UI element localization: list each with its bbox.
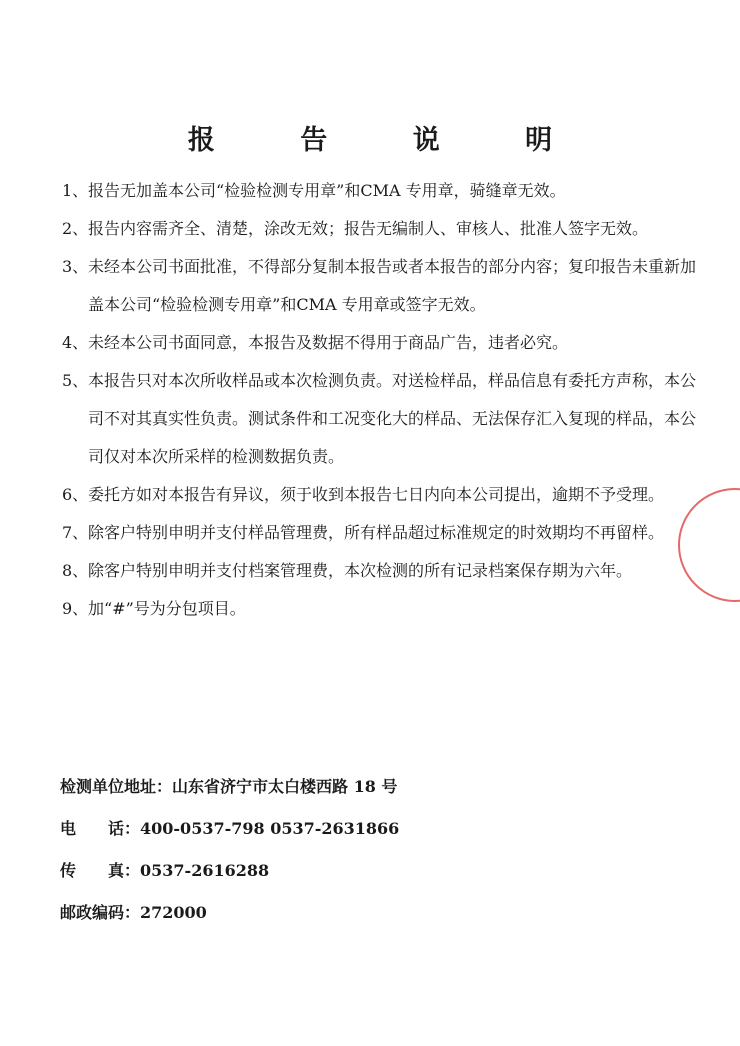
note-item-7 — [62, 514, 702, 552]
note-number: 3、 — [62, 257, 89, 276]
postcode-row — [60, 898, 399, 928]
fax-row — [60, 856, 399, 886]
note-item-8 — [62, 552, 702, 590]
note-number: 1、 — [62, 181, 89, 200]
note-text: 未经本公司书面同意，本报告及数据不得用于商品广告，违者必究。 — [88, 333, 569, 352]
fax-value: 0537-2616288 — [140, 861, 270, 880]
note-item-1 — [62, 172, 702, 210]
note-item-4 — [62, 324, 702, 362]
note-number: 6、 — [62, 485, 89, 504]
postcode-value: 272000 — [140, 903, 207, 922]
note-number: 9、 — [62, 599, 89, 618]
note-text: 除客户特别申明并支付样品管理费，所有样品超过标准规定的时效期均不再留样。 — [88, 523, 665, 542]
note-number: 2、 — [62, 219, 89, 238]
note-item-5 — [62, 362, 702, 476]
note-text: 报告无加盖本公司“检验检测专用章”和CMA 专用章，骑缝章无效。 — [88, 181, 566, 200]
address-value: 山东省济宁市太白楼西路 18 号 — [172, 777, 398, 796]
notes-list — [62, 172, 702, 628]
phone-value: 400-0537-798 0537-2631866 — [140, 819, 400, 838]
note-item-2 — [62, 210, 702, 248]
note-number: 4、 — [62, 333, 89, 352]
fax-label: 传 真： — [60, 861, 141, 880]
note-number: 5、 — [62, 371, 89, 390]
contact-block — [60, 772, 399, 940]
note-item-3 — [62, 248, 702, 324]
postcode-label: 邮政编码： — [60, 903, 141, 922]
note-text: 委托方如对本报告有异议，须于收到本报告七日内向本公司提出，逾期不予受理。 — [88, 485, 665, 504]
note-number: 8、 — [62, 561, 89, 580]
address-label: 检测单位地址： — [60, 777, 173, 796]
note-text: 未经本公司书面批准，不得部分复制本报告或者本报告的部分内容；复印报告未重新加盖本公司“检验检测专用章”和CMA 专用章或签字无效。 — [88, 257, 697, 314]
note-text: 除客户特别申明并支付档案管理费，本次检测的所有记录档案保存期为六年。 — [88, 561, 633, 580]
note-number: 7、 — [62, 523, 89, 542]
note-item-9 — [62, 590, 702, 628]
address-row — [60, 772, 399, 802]
note-text: 本报告只对本次所收样品或本次检测负责。对送检样品，样品信息有委托方声称，本公司不对其真实性负责。测试条件和工况变化大的样品、无法保存汇入复现的样品，本公司仅对本次所采样的检测数据负责。 — [88, 371, 697, 466]
note-text: 加“#”号为分包项目。 — [88, 599, 246, 618]
page-title: 报 告 说 明 — [187, 125, 591, 156]
note-item-6 — [62, 476, 702, 514]
phone-label: 电 话： — [60, 819, 141, 838]
note-text: 报告内容需齐全、清楚，涂改无效；报告无编制人、审核人、批准人签字无效。 — [88, 219, 649, 238]
phone-row — [60, 814, 399, 844]
